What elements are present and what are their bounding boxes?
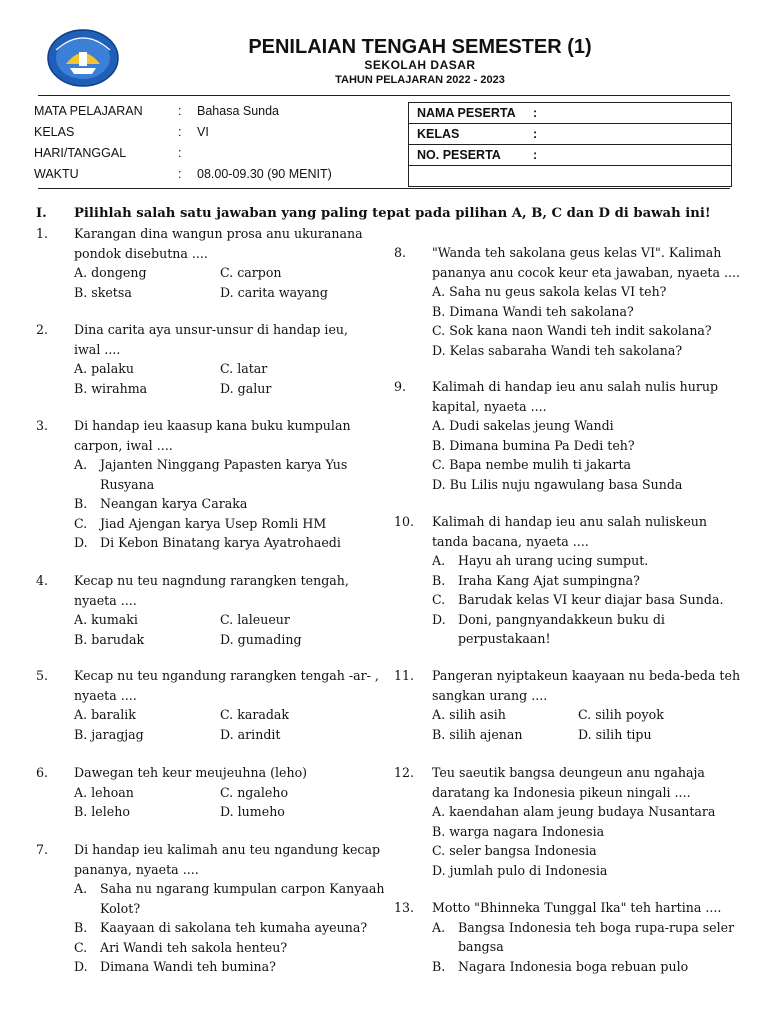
answer-option: Iraha Kang Ajat sumpingna? [458,572,640,588]
question-text: Di handap ieu kalimah anu teu ngandung kecap [74,842,381,857]
question-text: A. Dudi sakelas jeung Wandi [432,418,614,433]
question-text: nyaeta .... [74,687,137,703]
question-text: A. Saha nu geus sakola kelas VI teh? [432,284,667,299]
answer-option: Barudak kelas VI keur diajar basa Sunda. [458,592,724,607]
answer-option: Dimana Wandi teh bumina? [100,959,276,974]
answer-option: C. carpon [220,265,282,280]
answer-option: A. dongeng [74,265,147,280]
option-letter: B. [74,920,88,935]
info-value: 08.00-09.30 (90 MENIT) [197,167,332,181]
answer-option: Doni, pangnyandakkeun buku di [458,611,665,627]
answer-option: B. sketsa [74,284,132,300]
option-letter: D. [432,611,446,627]
question-text: B. Dimana bumina Pa Dedi teh? [432,437,635,453]
answer-option: B. jaragjag [74,726,144,742]
answer-option: D. carita wayang [220,284,328,300]
answer-option: D. gumading [220,631,302,647]
answer-option-continued: Rusyana [100,476,155,492]
answer-option: Neangan karya Caraka [100,496,248,511]
question-number: 12. [394,765,415,780]
answer-option: D. galur [220,380,272,396]
answer-option-continued: perpustakaan! [458,631,551,646]
header-divider [38,95,730,96]
option-letter: A. [74,457,88,472]
info-label: MATA PELAJARAN [34,104,143,118]
answer-option: A. lehoan [74,784,134,800]
answer-option: A. baralik [74,707,136,722]
question-text: carpon, iwal .... [74,437,173,453]
info-value: Bahasa Sunda [197,104,280,118]
info-label: WAKTU [34,167,79,181]
info-value: VI [197,125,209,139]
answer-option: Di Kebon Binatang karya Ayatrohaedi [100,535,341,550]
question-text: iwal .... [74,341,121,357]
instruction-text: Pilihlah salah satu jawaban yang paling tepat pada pilihan A, B, C dan D di bawah ini! [74,206,711,221]
question-text: sangkan urang .... [432,687,548,703]
question-text: Karangan dina wangun prosa anu ukuranana [74,226,363,241]
question-number: 3. [36,418,49,433]
option-letter: D. [74,959,88,974]
academic-year: TAHUN PELAJARAN 2022 - 2023 [335,74,505,86]
question-text: "Wanda teh sakolana geus kelas VI". Kalimah [432,245,722,260]
question-number: 6. [36,765,49,780]
question-text: B. Dimana Wandi teh sakolana? [432,303,634,319]
question-text: tanda bacana, nyaeta .... [432,533,589,549]
answer-option: Nagara Indonesia boga rebuan pulo [458,958,689,974]
participant-label: KELAS [417,127,460,141]
question-text: pondok disebutna .... [74,245,208,261]
question-text: kapital, nyaeta .... [432,398,547,414]
answer-option-continued: bangsa [458,939,504,954]
option-letter: D. [74,535,88,550]
question-text: D. Kelas sabaraha Wandi teh sakolana? [432,342,683,358]
answer-option: B. barudak [74,631,145,647]
exam-title: PENILAIAN TENGAH SEMESTER (1) [248,36,592,58]
school-level: SEKOLAH DASAR [364,58,476,72]
option-letter: C. [74,939,88,955]
question-text: D. Bu Lilis nuju ngawulang basa Sunda [432,476,683,492]
answer-option: D. silih tipu [578,726,652,742]
question-text: Kalimah di handap ieu anu salah nuliskeun [432,514,707,529]
answer-option: C. laleueur [220,612,290,627]
option-letter: B. [74,496,88,511]
question-text: Kalimah di handap ieu anu salah nulis hurup [432,379,719,394]
option-letter: C. [432,592,446,607]
question-number: 2. [36,322,49,337]
answer-option: A. kumaki [74,612,138,627]
question-number: 8. [394,245,407,260]
question-text: nyaeta .... [74,592,137,608]
option-letter: B. [432,572,446,588]
answer-option: Jajanten Ninggang Papasten karya Yus [100,457,348,472]
tut-wuri-handayani-logo-icon [46,28,120,88]
option-letter: A. [74,881,88,896]
participant-label: NO. PESERTA [417,148,501,162]
question-text: Dawegan teh keur meujeuhna (leho) [74,765,308,780]
question-text: Kecap nu teu nagndung rarangken tengah, [74,573,349,588]
participant-label: NAMA PESERTA [417,106,516,120]
section-number: I. [36,206,47,221]
answer-option: A. palaku [74,361,134,376]
question-number: 4. [36,573,49,588]
question-text: pananya, nyaeta .... [74,861,199,877]
answer-option: C. silih poyok [578,707,664,722]
question-text: Di handap ieu kaasup kana buku kumpulan [74,418,351,433]
answer-option: Hayu ah urang ucing sumput. [458,553,649,568]
answer-option: B. silih ajenan [432,726,523,742]
question-number: 9. [394,379,407,394]
question-text: C. Bapa nembe mulih ti jakarta [432,457,632,472]
question-text: Pangeran nyiptakeun kaayaan nu beda-beda teh [432,668,741,683]
question-text: Motto "Bhinneka Tunggal Ika" teh hartina .... [432,900,722,915]
participant-box: NAMA PESERTA : KELAS : NO. PESERTA : [408,102,732,187]
answer-option: D. arindit [220,726,281,742]
question-number: 7. [36,842,49,857]
question-number: 10. [394,514,415,529]
info-label: HARI/TANGGAL [34,146,127,160]
question-number: 13. [394,900,415,915]
answer-option: C. karadak [220,707,290,722]
option-letter: A. [432,553,446,568]
answer-option: A. silih asih [432,707,506,722]
question-text: daratang ka Indonesia pikeun ningali .... [432,784,691,800]
answer-option: Bangsa Indonesia teh boga rupa-rupa seler [458,919,735,935]
answer-option: C. latar [220,361,268,376]
question-text: C. Sok kana naon Wandi teh indit sakolana? [432,323,712,338]
question-number: 11. [394,668,415,683]
question-text: Kecap nu teu ngandung rarangken tengah -ar- , [74,668,379,683]
option-letter: C. [74,515,88,531]
option-letter: B. [432,958,446,974]
answer-option: Kaayaan di sakolana teh kumaha ayeuna? [100,920,368,935]
question-text: C. seler bangsa Indonesia [432,843,597,858]
answer-option: B. leleho [74,804,130,819]
exam-page: PENILAIAN TENGAH SEMESTER (1) SEKOLAH DASAR TAHUN PELAJARAN 2022 - 2023 MATA PELAJARAN : Bahasa Sunda KELAS : VI HARI/TANGGAL : WAKTU : 08.00-09.30 (90 MENIT) NAMA PESERTA : KELAS : NO. PESERTA : I. Pilihlah salah satu jawaban yang paling tepat pada pilihan A, B, C dan D di bawah ini! 1. Karangan dina wangun prosa anu ukuranana pondok disebutna .... A. dongeng C. carpon B. sketsa D. carita wayang 2. Dina carita aya unsur-unsur di handap ieu, iwal .... A. palaku C. latar B. wirahma D. galur 3. Di handap ieu kaasup kana buku kumpulan carpon, iwal .... A. Jajanten Ninggang Papasten karya Yus Rusyana B. Neangan karya Caraka C. Jiad Ajengan karya Usep Romli HM D. Di Kebon Binatang karya Ayatrohaedi 4. Kecap nu teu nagndung rarangken tengah, nyaeta .... A. kumaki C. laleueur B. barudak D. gumading 5. Kecap nu teu ngandung rarangken tengah -ar- , nyaeta .... A. baralik C. karadak B. jaragjag D. arindit 6. Dawegan teh keur meujeuhna (leho) A. lehoan C. ngaleho B. leleho D. lumeho 7. Di handap ieu kalimah anu teu ngandung kecap pananya, nyaeta .... A. Saha nu ngarang kumpulan carpon Kanyaah Kolot? B. Kaayaan di sakolana teh kumaha ayeuna? C. Ari Wandi teh sakola henteu? D. Dimana Wandi teh bumina? 8. "Wanda teh sakolana geus kelas VI". Kalimah pananya anu cocok keur eta jawaban, nyaeta .... A. Saha nu geus sakola kelas VI teh? B. Dimana Wandi teh sakolana? C. Sok kana naon Wandi teh indit sakolana? D. Kelas sabaraha Wandi teh sakolana? 9. Kalimah di handap ieu anu salah nulis hurup kapital, nyaeta .... A. Dudi sakelas jeung Wandi B. Dimana bumina Pa Dedi teh? C. Bapa nembe mulih ti jakarta D. Bu Lilis nuju ngawulang basa Sunda 10. Kalimah di handap ieu anu salah nuliskeun tanda bacana, nyaeta .... A. Hayu ah urang ucing sumput. B. Iraha Kang Ajat sumpingna? C. Barudak kelas VI keur diajar basa Sunda. D. Doni, pangnyandakkeun buku di perpustakaan! 11. Pangeran nyiptakeun kaayaan nu beda-beda teh sangkan urang .... A. silih asih C. silih poyok B. silih ajenan D. silih tipu 12. Teu saeutik bangsa deungeun anu ngahaja daratang ka Indonesia pikeun ningali .... A. kaendahan alam jeung budaya Nusantara B. warga nagara Indonesia C. seler bangsa Indonesia D. jumlah pulo di Indonesia 13. Motto "Bhinneka Tunggal Ika" teh hartina .... A. Bangsa Indonesia teh boga rupa-rupa seler bangsa B. Nagara Indonesia boga rebuan pulo [0,0,768,1024]
question-text: Dina carita aya unsur-unsur di handap ieu, [74,322,349,337]
question-number: 5. [36,668,49,683]
answer-option: C. ngaleho [220,784,289,800]
answer-option: B. wirahma [74,380,148,396]
answer-option-continued: Kolot? [100,900,141,916]
answer-option: D. lumeho [220,804,285,819]
answer-option: Jiad Ajengan karya Usep Romli HM [100,515,327,531]
answer-option: Saha nu ngarang kumpulan carpon Kanyaah [100,881,385,896]
info-label: KELAS [34,125,75,139]
question-text: D. jumlah pulo di Indonesia [432,862,608,878]
question-text: A. kaendahan alam jeung budaya Nusantara [432,804,716,819]
question-number: 1. [36,226,49,241]
info-divider [38,188,730,189]
question-text: pananya anu cocok keur eta jawaban, nyaeta .... [432,264,740,280]
answer-option: Ari Wandi teh sakola henteu? [100,939,288,955]
question-text: B. warga nagara Indonesia [432,823,605,839]
question-text: Teu saeutik bangsa deungeun anu ngahaja [432,765,705,780]
option-letter: A. [432,919,446,935]
